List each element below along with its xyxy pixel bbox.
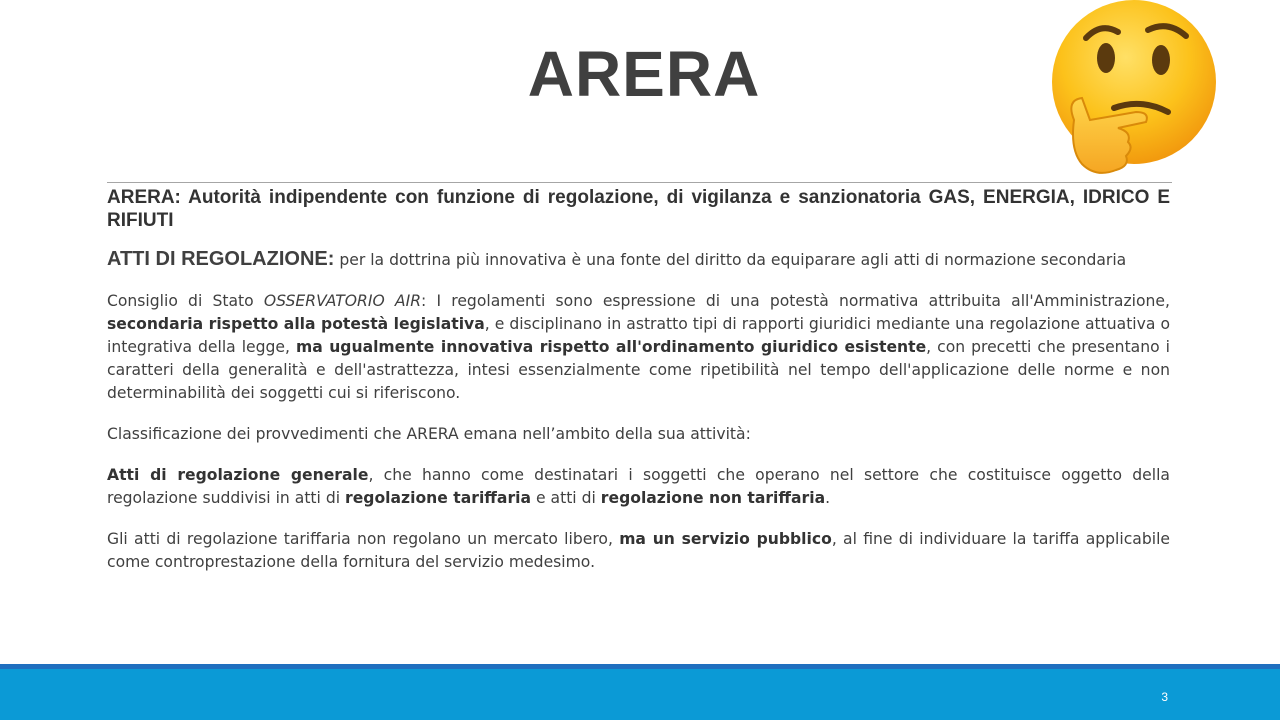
bold-span: regolazione tariffaria	[345, 489, 532, 507]
text-span: Consiglio di Stato	[107, 292, 264, 310]
text-span: , e disciplinano in astratto tipi di rapporti giuridici mediante una regolazione attuativa o integrativa della legge,	[107, 315, 1170, 356]
italic-span: OSSERVATORIO AIR	[263, 292, 422, 310]
slide-title: ARERA	[527, 38, 761, 110]
paragraph-consiglio-di-stato	[107, 290, 1170, 405]
thinking-face-icon	[1046, 0, 1222, 178]
bold-span: secondaria rispetto alla potestà legislativa	[107, 315, 485, 333]
bold-span: ma ugualmente innovativa rispetto all'ordinamento giuridico esistente	[295, 338, 927, 356]
slide-body	[107, 186, 1170, 592]
text-span: Gli atti di regolazione tariffaria non regolano un mercato libero,	[107, 530, 620, 548]
paragraph-regolazione-tariffaria	[107, 528, 1170, 574]
atti-regolazione-text: per la dottrina più innovativa è una fonte del diritto da equiparare agli atti di normazione secondaria	[334, 251, 1127, 269]
bold-span: ma un servizio pubblico	[619, 530, 832, 548]
paragraph-atti-regolazione-generale	[107, 464, 1170, 510]
title-divider	[107, 182, 1172, 183]
footer-band	[0, 669, 1280, 720]
paragraph-classificazione: Classificazione dei provvedimenti che ARERA emana nell’ambito della sua attività:	[107, 425, 751, 443]
text-span: e atti di	[531, 489, 601, 507]
page-number: 3	[1161, 690, 1168, 704]
text-span: : I regolamenti sono espressione di una potestà normativa attribuita all'Amministrazione,	[421, 292, 1170, 310]
text-span: , al fine di individuare la tariffa applicabile come controprestazione della fornitura del servizio medesimo.	[107, 530, 1171, 571]
text-span: , che hanno come destinatari i soggetti che operano nel settore che costituisce oggetto della regolazione suddivisi in atti di	[107, 466, 1170, 507]
bold-span: Atti di regolazione generale	[107, 466, 369, 484]
text-span: , con precetti che presentano i caratteri della generalità e dell'astrattezza, intesi essenzialmente come ripetibilità nel tempo dell'applicazione delle norme e non determinabilità dei soggetti cui si riferiscono.	[107, 338, 1170, 402]
paragraph-atti-regolazione	[107, 248, 1170, 272]
text-span: .	[825, 489, 831, 507]
atti-regolazione-heading: ATTI DI REGOLAZIONE:	[107, 248, 335, 270]
bold-span: regolazione non tariffaria	[600, 489, 826, 507]
paragraph-arera-definition: ARERA: Autorità indipendente con funzione di regolazione, di vigilanza e sanzionatoria GAS, ENERGIA, IDRICO E RIFIUTI	[107, 187, 1170, 231]
